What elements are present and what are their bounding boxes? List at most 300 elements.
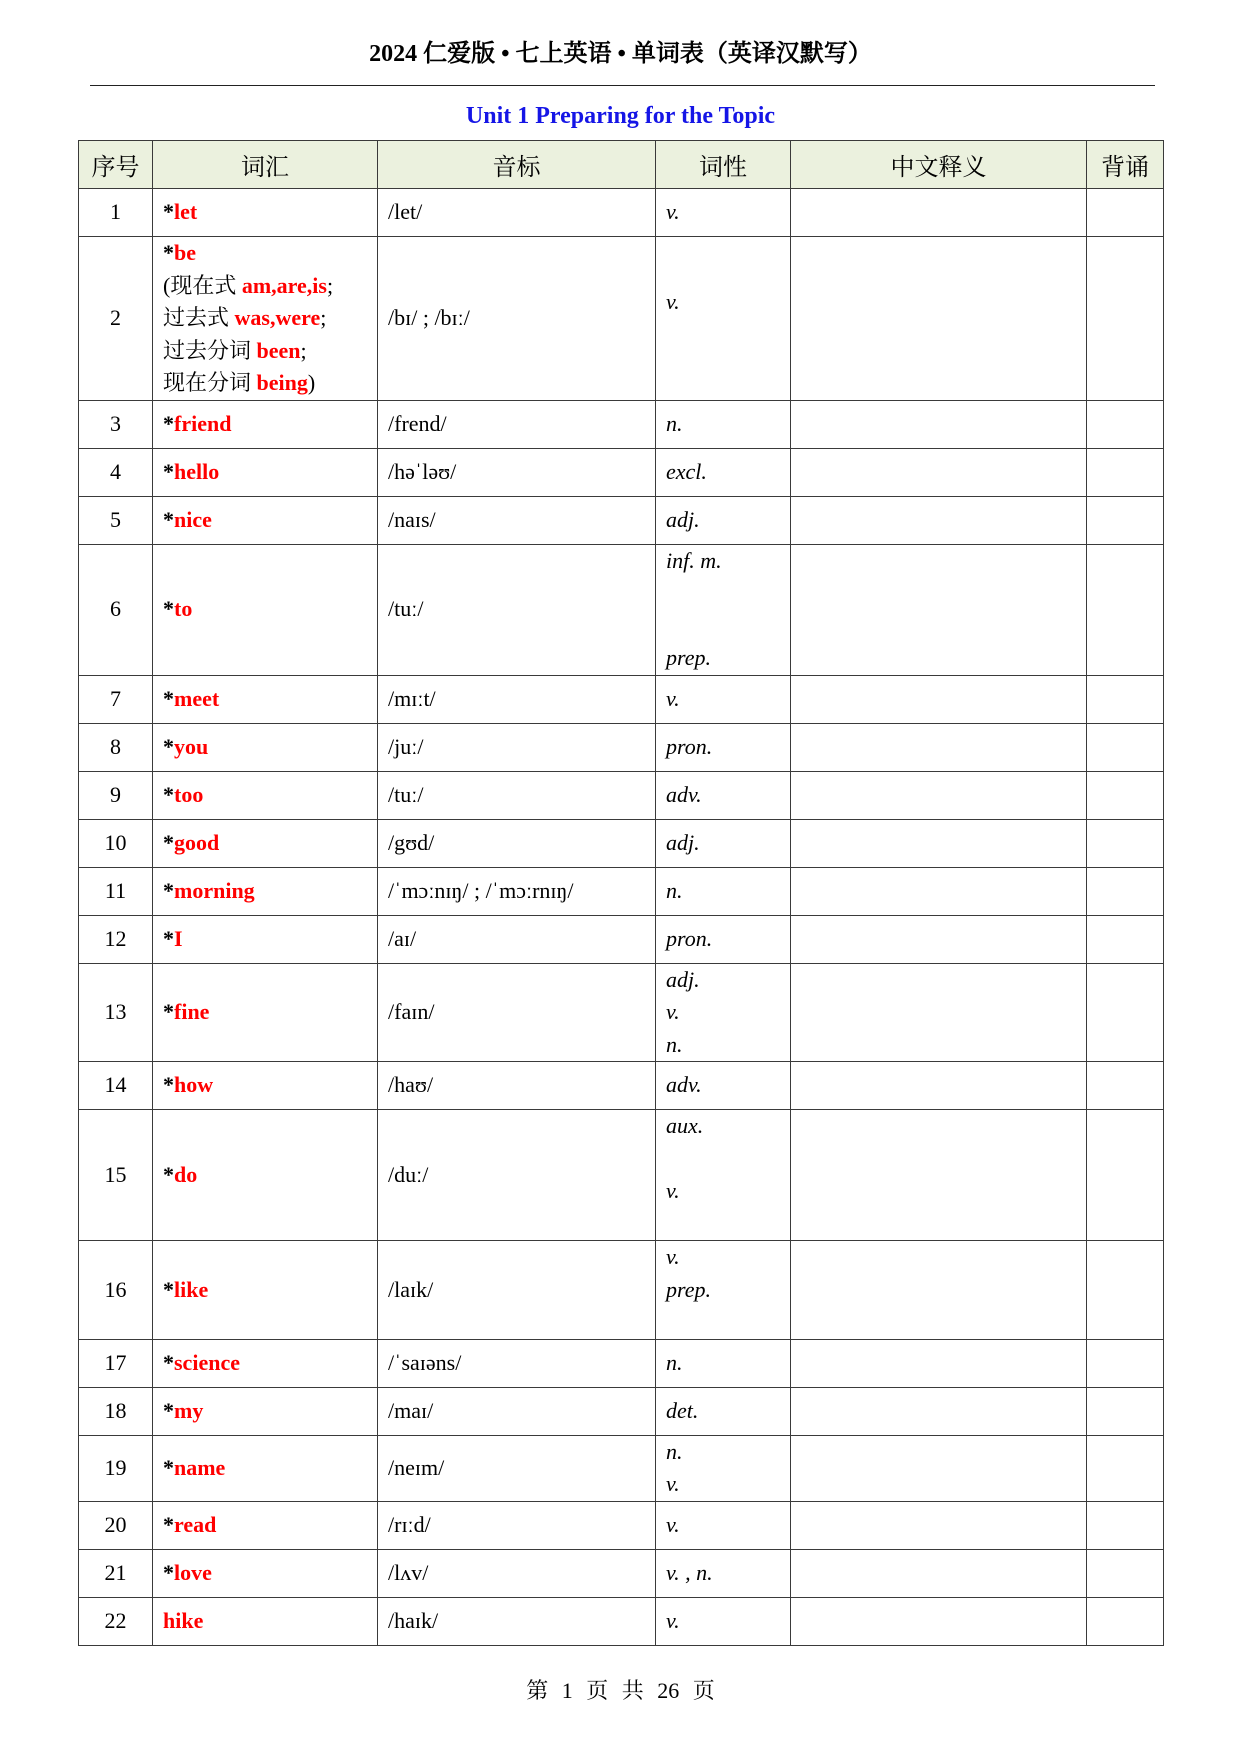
- word-cell: [153, 1501, 378, 1549]
- part-of-speech-cell: [656, 237, 791, 401]
- star-mark: *: [163, 1559, 174, 1585]
- chinese-meaning-cell: [791, 448, 1087, 496]
- table-row: [79, 1110, 1164, 1241]
- star-mark: *: [163, 410, 174, 436]
- part-of-speech-line: [666, 456, 780, 489]
- row-number-cell: [79, 1339, 153, 1387]
- row-number: 5: [110, 506, 121, 532]
- phonetic-text: /haʊ/: [388, 1072, 434, 1098]
- word-line: [163, 504, 367, 537]
- phonetic-text: /laɪk/: [388, 1276, 434, 1302]
- part-of-speech-cell: [656, 963, 791, 1062]
- chinese-meaning-cell: [791, 400, 1087, 448]
- part-of-speech-cell: [656, 1597, 791, 1645]
- star-mark: *: [163, 240, 174, 265]
- table-row: [79, 771, 1164, 819]
- word-cell: [153, 1387, 378, 1435]
- phonetic-text: /mɪːt/: [388, 685, 436, 711]
- word-text: be: [174, 240, 196, 265]
- part-of-speech-cell: [656, 400, 791, 448]
- word-line: [163, 593, 367, 626]
- phonetic-text: /neɪm/: [388, 1454, 445, 1480]
- part-of-speech-text: aux.: [666, 1113, 704, 1138]
- part-of-speech-line: [666, 731, 780, 764]
- chinese-meaning-cell: [791, 189, 1087, 237]
- word-text: too: [174, 781, 204, 807]
- star-mark: *: [163, 829, 174, 855]
- table-row: [79, 675, 1164, 723]
- star-mark: *: [163, 1161, 174, 1187]
- form-tail: ;: [300, 337, 307, 363]
- part-of-speech-line: [666, 196, 780, 229]
- row-number: 4: [110, 458, 121, 484]
- row-number-cell: [79, 496, 153, 544]
- word-text: I: [174, 925, 183, 951]
- word-cell: [153, 1435, 378, 1501]
- part-of-speech-text: prep.: [666, 1276, 712, 1302]
- word-cell: [153, 1062, 378, 1110]
- phonetic-text: /gʊd/: [388, 829, 435, 855]
- phonetic-text: /lʌv/: [388, 1559, 429, 1585]
- table-row: [79, 237, 1164, 401]
- phonetic-text: /ˈsaɪəns/: [388, 1349, 462, 1375]
- unit-title: Unit 1 Preparing for the Topic: [465, 103, 776, 129]
- phonetic-text: /bɪ/ ; /bɪː/: [388, 305, 470, 330]
- phonetic-text: /frend/: [388, 410, 447, 436]
- part-of-speech-cell: [656, 1549, 791, 1597]
- word-cell: [153, 1339, 378, 1387]
- star-mark: *: [163, 781, 174, 807]
- part-of-speech-text: n.: [666, 410, 683, 436]
- table-row: [79, 867, 1164, 915]
- form-value: am,are,is: [241, 272, 327, 298]
- row-number: 12: [104, 925, 127, 951]
- part-of-speech-cell: [656, 189, 791, 237]
- row-number: 6: [110, 596, 121, 622]
- form-tail: ): [307, 370, 316, 395]
- part-of-speech-line: [666, 1110, 780, 1143]
- word-line: [163, 1509, 367, 1542]
- word-cell: [153, 496, 378, 544]
- table-row: [79, 1549, 1164, 1597]
- part-of-speech-text: adv.: [666, 1072, 702, 1098]
- row-number-cell: [79, 1597, 153, 1645]
- form-label: 过去分词: [163, 337, 257, 363]
- word-line: [163, 1159, 367, 1192]
- part-of-speech-line: [666, 408, 780, 441]
- part-of-speech-line: [666, 964, 780, 997]
- vocabulary-table: [78, 140, 1164, 1646]
- table-row: [79, 496, 1164, 544]
- part-of-speech-cell: [656, 1387, 791, 1435]
- word-cell: [153, 189, 378, 237]
- word-form-line: [163, 270, 367, 303]
- part-of-speech-text: v.: [666, 1511, 680, 1537]
- page-number-footer: 第 1 页 共 26 页: [526, 1678, 715, 1703]
- row-number: 17: [104, 1349, 127, 1375]
- chinese-meaning-cell: [791, 915, 1087, 963]
- row-number: 13: [104, 999, 127, 1024]
- part-of-speech-line: [666, 253, 780, 286]
- chinese-meaning-cell: [791, 771, 1087, 819]
- row-number: 20: [104, 1511, 127, 1537]
- chinese-meaning-cell: [791, 675, 1087, 723]
- chinese-meaning-cell: [791, 1110, 1087, 1241]
- part-of-speech-text: v.: [666, 999, 680, 1024]
- chinese-meaning-cell: [791, 1501, 1087, 1549]
- part-of-speech-line: [666, 286, 780, 319]
- chinese-meaning-cell: [791, 963, 1087, 1062]
- row-number: 15: [104, 1161, 127, 1187]
- phonetic-cell: [378, 189, 656, 237]
- row-number: 14: [104, 1072, 127, 1098]
- chinese-meaning-cell: [791, 1062, 1087, 1110]
- recite-cell: [1087, 1062, 1164, 1110]
- word-cell: [153, 448, 378, 496]
- part-of-speech-cell: [656, 448, 791, 496]
- row-number: 21: [104, 1559, 127, 1585]
- word-line: [163, 731, 367, 764]
- word-cell: [153, 400, 378, 448]
- table-row: [79, 1387, 1164, 1435]
- word-cell: [153, 723, 378, 771]
- word-cell: [153, 963, 378, 1062]
- star-mark: *: [163, 199, 174, 225]
- row-number: 1: [110, 199, 121, 225]
- recite-cell: [1087, 723, 1164, 771]
- row-number-cell: [79, 819, 153, 867]
- chinese-meaning-cell: [791, 237, 1087, 401]
- table-row: [79, 819, 1164, 867]
- phonetic-text: /maɪ/: [388, 1397, 434, 1423]
- row-number: 7: [110, 685, 121, 711]
- part-of-speech-cell: [656, 1339, 791, 1387]
- part-of-speech-text: adj.: [666, 966, 700, 992]
- part-of-speech-line: [666, 318, 780, 351]
- row-number-cell: [79, 771, 153, 819]
- form-tail: ;: [320, 305, 327, 330]
- star-mark: *: [163, 1072, 174, 1098]
- table-row: [79, 1241, 1164, 1340]
- phonetic-cell: [378, 1435, 656, 1501]
- word-text: let: [174, 199, 198, 225]
- word-text: name: [174, 1454, 226, 1480]
- word-cell: [153, 1549, 378, 1597]
- part-of-speech-cell: [656, 915, 791, 963]
- part-of-speech-cell: [656, 867, 791, 915]
- phonetic-cell: [378, 1241, 656, 1340]
- part-of-speech-cell: [656, 1501, 791, 1549]
- part-of-speech-cell: [656, 819, 791, 867]
- word-line: [163, 683, 367, 716]
- phonetic-cell: [378, 1339, 656, 1387]
- phonetic-text: /naɪs/: [388, 506, 436, 532]
- part-of-speech-cell: [656, 496, 791, 544]
- word-text: you: [174, 733, 209, 759]
- word-text: like: [174, 1276, 209, 1302]
- word-text: good: [174, 829, 220, 855]
- star-mark: *: [163, 1454, 174, 1480]
- phonetic-text: /tuː/: [388, 596, 424, 622]
- part-of-speech-text: v.: [666, 1178, 680, 1203]
- word-cell: [153, 1110, 378, 1241]
- part-of-speech-text: adv.: [666, 781, 702, 807]
- part-of-speech-line: [666, 1347, 780, 1380]
- chinese-meaning-cell: [791, 819, 1087, 867]
- star-mark: *: [163, 1276, 174, 1302]
- part-of-speech-cell: [656, 1435, 791, 1501]
- row-number: 2: [110, 305, 121, 330]
- table-row: [79, 1062, 1164, 1110]
- part-of-speech-text: v.: [666, 1471, 680, 1496]
- part-of-speech-line: [666, 504, 780, 537]
- row-number-cell: [79, 189, 153, 237]
- word-cell: [153, 1597, 378, 1645]
- recite-cell: [1087, 771, 1164, 819]
- header-part-of-speech: 词性: [656, 141, 791, 189]
- recite-cell: [1087, 963, 1164, 1062]
- word-form-line: [163, 367, 367, 400]
- part-of-speech-line: [666, 1274, 780, 1307]
- word-text: meet: [174, 685, 220, 711]
- row-number: 18: [104, 1397, 127, 1423]
- header-number: 序号: [79, 141, 153, 189]
- phonetic-text: /duː/: [388, 1161, 429, 1187]
- phonetic-text: /let/: [388, 199, 423, 225]
- phonetic-cell: [378, 723, 656, 771]
- part-of-speech-line: [666, 875, 780, 908]
- part-of-speech-line: [666, 1143, 780, 1176]
- part-of-speech-text: v. , n.: [666, 1559, 713, 1585]
- part-of-speech-cell: [656, 675, 791, 723]
- chinese-meaning-cell: [791, 1435, 1087, 1501]
- phonetic-cell: [378, 496, 656, 544]
- part-of-speech-line: [666, 923, 780, 956]
- part-of-speech-text: prep.: [666, 645, 712, 670]
- part-of-speech-line: [666, 642, 780, 675]
- part-of-speech-line: [666, 1468, 780, 1501]
- phonetic-cell: [378, 867, 656, 915]
- form-label: 过去式: [163, 305, 235, 330]
- row-number-cell: [79, 448, 153, 496]
- table-row: [79, 189, 1164, 237]
- word-text: fine: [174, 999, 210, 1024]
- recite-cell: [1087, 544, 1164, 675]
- row-number-cell: [79, 675, 153, 723]
- word-cell: [153, 819, 378, 867]
- part-of-speech-cell: [656, 1110, 791, 1241]
- phonetic-text: /tuː/: [388, 781, 424, 807]
- word-text: how: [174, 1072, 214, 1098]
- table-header-row: [79, 141, 1164, 189]
- word-cell: [153, 237, 378, 401]
- phonetic-cell: [378, 400, 656, 448]
- part-of-speech-text: v.: [666, 685, 680, 711]
- form-label: 现在分词: [163, 370, 257, 395]
- part-of-speech-cell: [656, 1241, 791, 1340]
- part-of-speech-cell: [656, 544, 791, 675]
- word-line: [163, 196, 367, 229]
- word-text: read: [174, 1511, 217, 1537]
- recite-cell: [1087, 867, 1164, 915]
- star-mark: *: [163, 1511, 174, 1537]
- recite-cell: [1087, 1110, 1164, 1241]
- chinese-meaning-cell: [791, 1387, 1087, 1435]
- table-row: [79, 1339, 1164, 1387]
- word-cell: [153, 675, 378, 723]
- word-line: [163, 875, 367, 908]
- part-of-speech-line: [666, 1241, 780, 1274]
- word-text: hike: [163, 1607, 204, 1633]
- star-mark: *: [163, 596, 174, 622]
- part-of-speech-line: [666, 827, 780, 860]
- part-of-speech-line: [666, 1306, 780, 1339]
- word-line: [163, 923, 367, 956]
- part-of-speech-cell: [656, 1062, 791, 1110]
- header-recite: 背诵: [1087, 141, 1164, 189]
- part-of-speech-line: [666, 1208, 780, 1241]
- phonetic-cell: [378, 448, 656, 496]
- table-row: [79, 915, 1164, 963]
- part-of-speech-line: [666, 779, 780, 812]
- part-of-speech-text: det.: [666, 1397, 699, 1423]
- part-of-speech-text: v.: [666, 199, 680, 225]
- page-title: 2024 仁爱版 • 七上英语 • 单词表（英译汉默写）: [369, 41, 872, 67]
- row-number: 8: [110, 733, 121, 759]
- recite-cell: [1087, 1597, 1164, 1645]
- row-number: 9: [110, 781, 121, 807]
- part-of-speech-text: n.: [666, 1438, 683, 1464]
- chinese-meaning-cell: [791, 1597, 1087, 1645]
- phonetic-cell: [378, 771, 656, 819]
- phonetic-cell: [378, 1597, 656, 1645]
- word-text: friend: [174, 410, 232, 436]
- row-number-cell: [79, 400, 153, 448]
- phonetic-text: /rɪːd/: [388, 1511, 431, 1537]
- part-of-speech-line: [666, 610, 780, 643]
- word-text: hello: [174, 458, 220, 484]
- part-of-speech-cell: [656, 723, 791, 771]
- phonetic-cell: [378, 1501, 656, 1549]
- star-mark: *: [163, 685, 174, 711]
- recite-cell: [1087, 400, 1164, 448]
- part-of-speech-line: [666, 545, 780, 578]
- star-mark: *: [163, 1349, 174, 1375]
- row-number-cell: [79, 1241, 153, 1340]
- part-of-speech-text: v.: [666, 1607, 680, 1633]
- recite-cell: [1087, 915, 1164, 963]
- star-mark: *: [163, 999, 174, 1024]
- part-of-speech-line: [666, 1557, 780, 1590]
- row-number-cell: [79, 915, 153, 963]
- row-number-cell: [79, 1062, 153, 1110]
- form-label: (现在式: [163, 272, 242, 298]
- form-tail: ;: [326, 272, 334, 298]
- phonetic-text: /aɪ/: [388, 925, 417, 951]
- recite-cell: [1087, 1241, 1164, 1340]
- row-number-cell: [79, 1110, 153, 1241]
- word-line: [163, 1347, 367, 1380]
- phonetic-cell: [378, 675, 656, 723]
- table-row: [79, 1597, 1164, 1645]
- row-number-cell: [79, 1549, 153, 1597]
- form-value: been: [256, 337, 301, 363]
- form-value: was,were: [234, 305, 321, 330]
- form-value: being: [256, 370, 308, 395]
- recite-cell: [1087, 189, 1164, 237]
- word-text: love: [174, 1559, 212, 1585]
- phonetic-cell: [378, 1110, 656, 1241]
- star-mark: *: [163, 458, 174, 484]
- row-number-cell: [79, 1501, 153, 1549]
- chinese-meaning-cell: [791, 496, 1087, 544]
- part-of-speech-line: [666, 1605, 780, 1638]
- table-row: [79, 448, 1164, 496]
- word-form-line: [163, 335, 367, 368]
- chinese-meaning-cell: [791, 544, 1087, 675]
- phonetic-text: /juː/: [388, 733, 424, 759]
- word-line: [163, 408, 367, 441]
- phonetic-text: /həˈləʊ/: [388, 458, 457, 484]
- row-number: 11: [104, 877, 127, 903]
- phonetic-cell: [378, 915, 656, 963]
- part-of-speech-line: [666, 996, 780, 1029]
- recite-cell: [1087, 1435, 1164, 1501]
- star-mark: *: [163, 1397, 174, 1423]
- row-number-cell: [79, 237, 153, 401]
- word-text: to: [174, 596, 193, 622]
- word-line: [163, 1557, 367, 1590]
- star-mark: *: [163, 733, 174, 759]
- recite-cell: [1087, 1501, 1164, 1549]
- part-of-speech-text: n.: [666, 1031, 683, 1057]
- chinese-meaning-cell: [791, 1339, 1087, 1387]
- recite-cell: [1087, 675, 1164, 723]
- part-of-speech-line: [666, 351, 780, 384]
- recite-cell: [1087, 1549, 1164, 1597]
- phonetic-text: /haɪk/: [388, 1607, 439, 1633]
- table-row: [79, 963, 1164, 1062]
- chinese-meaning-cell: [791, 723, 1087, 771]
- star-mark: *: [163, 877, 174, 903]
- word-text: my: [174, 1397, 204, 1423]
- word-cell: [153, 915, 378, 963]
- row-number: 3: [110, 410, 121, 436]
- word-line: [163, 1452, 367, 1485]
- phonetic-text: /ˈmɔːnɪŋ/ ; /ˈmɔːrnɪŋ/: [388, 877, 574, 903]
- part-of-speech-text: pron.: [666, 733, 713, 759]
- part-of-speech-cell: [656, 771, 791, 819]
- table-row: [79, 544, 1164, 675]
- table-row: [79, 400, 1164, 448]
- row-number: 16: [104, 1276, 127, 1302]
- row-number-cell: [79, 544, 153, 675]
- recite-cell: [1087, 819, 1164, 867]
- part-of-speech-line: [666, 577, 780, 610]
- part-of-speech-text: inf. m.: [666, 547, 722, 573]
- chinese-meaning-cell: [791, 867, 1087, 915]
- phonetic-cell: [378, 1062, 656, 1110]
- word-line: [163, 996, 367, 1029]
- word-line: [163, 1069, 367, 1102]
- word-line: [163, 827, 367, 860]
- phonetic-text: /faɪn/: [388, 999, 435, 1024]
- part-of-speech-text: adj.: [666, 506, 700, 532]
- word-cell: [153, 544, 378, 675]
- word-text: science: [174, 1349, 240, 1375]
- word-line: [163, 237, 367, 270]
- row-number-cell: [79, 1387, 153, 1435]
